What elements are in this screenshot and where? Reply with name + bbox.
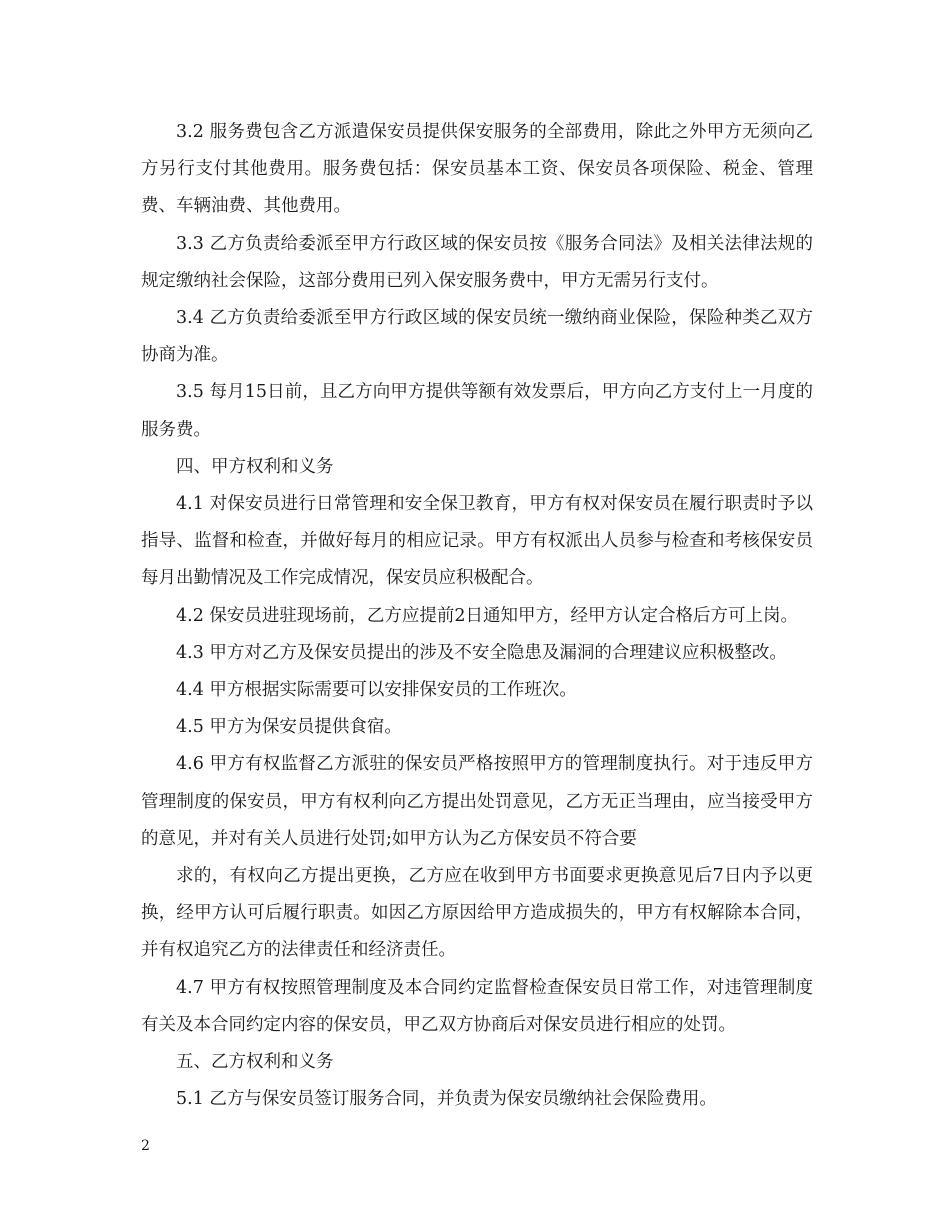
section-heading-5: 五、乙方权利和义务 xyxy=(176,1052,334,1073)
document-body xyxy=(141,114,813,1118)
paragraph-5-1: 5.1 乙方与保安员签订服务合同，并负责为保安员缴纳社会保险费用。 xyxy=(176,1089,717,1110)
paragraph-3-2: 3.2 服务费包含乙方派遣保安员提供保安服务的全部费用，除此之外甲方无须向乙方另行支付其他费用。服务费包括：保安员基本工资、保安员各项保险、税金、管理费、车辆油费、其他费用。 xyxy=(141,122,813,217)
paragraph-4-1: 4.1 对保安员进行日常管理和安全保卫教育，甲方有权对保安员在履行职责时予以指导、监督和检查，并做好每月的相应记录。甲方有权派出人员参与检查和考核保安员每月出勤情况及工作完成情况，保安员应积极配合。 xyxy=(141,494,813,589)
paragraph-3-3: 3.3 乙方负责给委派至甲方行政区域的保安员按《服务合同法》及相关法律法规的规定缴纳社会保险，这部分费用已列入保安服务费中，甲方无需另行支付。 xyxy=(141,233,813,291)
paragraph-3-4: 3.4 乙方负责给委派至甲方行政区域的保安员统一缴纳商业保险，保险种类乙双方协商为准。 xyxy=(141,308,813,366)
paragraph-4-4: 4.4 甲方根据实际需要可以安排保安员的工作班次。 xyxy=(176,680,577,701)
paragraph-3-5: 3.5 每月15日前，且乙方向甲方提供等额有效发票后，甲方向乙方支付上一月度的服务费。 xyxy=(141,382,813,440)
paragraph-4-6: 4.6 甲方有权监督乙方派驻的保安员严格按照甲方的管理制度执行。对于违反甲方管理制度的保安员，甲方有权利向乙方提出处罚意见，乙方无正当理由，应当接受甲方的意见，并对有关人员进行处罚;如甲方认为乙方保安员不符合要 xyxy=(141,754,813,849)
paragraph-4-6-continued: 求的，有权向乙方提出更换，乙方应在收到甲方书面要求更换意见后7日内予以更换，经甲方认可后履行职责。如因乙方原因给甲方造成损失的，甲方有权解除本合同，并有权追究乙方的法律责任和经济责任。 xyxy=(141,866,813,961)
paragraph-4-3: 4.3 甲方对乙方及保安员提出的涉及不安全隐患及漏洞的合理建议应积极整改。 xyxy=(176,642,787,663)
paragraph-4-7: 4.7 甲方有权按照管理制度及本合同约定监督检查保安员日常工作，对违管理制度有关及本合同约定内容的保安员，甲乙双方协商后对保安员进行相应的处罚。 xyxy=(141,977,813,1035)
paragraph-4-2: 4.2 保安员进驻现场前，乙方应提前2日通知甲方，经甲方认定合格后方可上岗。 xyxy=(176,605,799,626)
paragraph-4-5: 4.5 甲方为保安员提供食宿。 xyxy=(176,717,402,738)
section-heading-4: 四、甲方权利和义务 xyxy=(176,456,334,477)
page-number: 2 xyxy=(141,1138,150,1154)
